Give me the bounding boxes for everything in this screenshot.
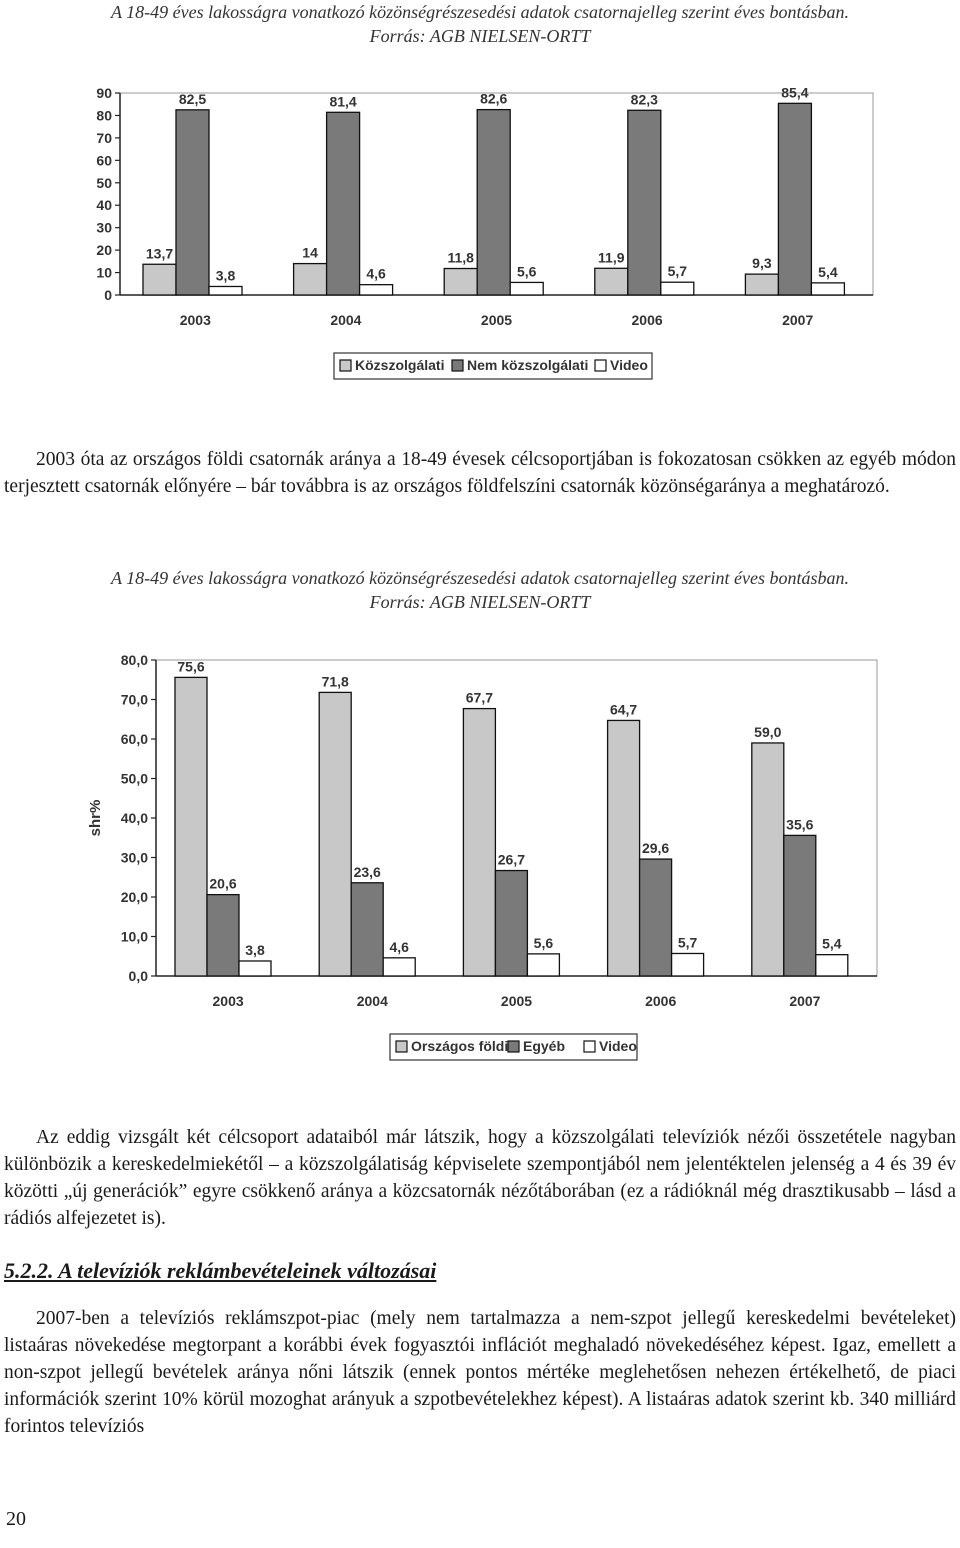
chart2-svg bbox=[0, 640, 960, 1070]
chart1-bar-2 bbox=[477, 110, 510, 295]
chart1-caption-line1: A 18-49 éves lakosságra vonatkozó közönségrészesedési adatok csatornajelleg szerint éves bontásban. bbox=[110, 2, 850, 22]
chart1-data-label: 5,6 bbox=[516, 263, 537, 280]
chart1-caption bbox=[0, 0, 960, 48]
chart1-data-label: 5,7 bbox=[667, 263, 688, 280]
chart2-data-label: 5,6 bbox=[533, 934, 554, 951]
chart2-caption bbox=[0, 566, 960, 614]
chart2-bar-1 bbox=[608, 720, 640, 976]
chart2-legend-label: Video bbox=[599, 1038, 637, 1054]
page-number: 20 bbox=[6, 1508, 26, 1530]
chart2-data-label: 3,8 bbox=[245, 941, 265, 958]
chart2-data-label: 59,0 bbox=[754, 723, 782, 740]
chart2-data-label: 26,7 bbox=[497, 851, 526, 868]
chart1-legend-label: Nem közszolgálati bbox=[467, 357, 589, 373]
chart2-legend-swatch-3 bbox=[584, 1041, 595, 1052]
chart1-y-tick-label: 90 bbox=[96, 85, 112, 101]
chart2-legend-swatch-1 bbox=[396, 1041, 407, 1052]
chart1-y-tick-label: 20 bbox=[96, 242, 112, 259]
section-heading bbox=[4, 1257, 436, 1285]
section-heading-text: 5.2.2. A televíziók reklámbevételeinek változásai bbox=[4, 1258, 437, 1283]
chart2-caption-line1: A 18-49 éves lakosságra vonatkozó közönségrészesedési adatok csatornajelleg szerint éves bontásban. bbox=[110, 568, 850, 588]
chart2 bbox=[0, 640, 960, 1070]
chart1-y-tick-label: 60 bbox=[96, 152, 112, 169]
chart1-legend-swatch-2 bbox=[452, 360, 463, 371]
chart1-data-label: 82,6 bbox=[480, 90, 508, 107]
chart1-svg bbox=[0, 70, 960, 390]
chart2-data-label: 4,6 bbox=[389, 938, 409, 955]
chart2-y-tick-label: 20,0 bbox=[120, 889, 148, 905]
chart2-y-tick-label: 0,0 bbox=[128, 968, 148, 984]
chart1-legend-swatch-1 bbox=[340, 360, 351, 371]
chart2-x-tick-label: 2004 bbox=[356, 993, 388, 1009]
chart1-bar-3 bbox=[360, 285, 393, 295]
chart1-x-tick-label: 2003 bbox=[179, 312, 211, 328]
chart2-data-label: 20,6 bbox=[209, 875, 237, 892]
chart1-bar-2 bbox=[327, 112, 360, 295]
chart1-caption-source: Forrás: AGB NIELSEN-ORTT bbox=[369, 26, 591, 46]
chart2-data-label: 35,6 bbox=[786, 816, 814, 833]
chart1-bar-3 bbox=[661, 282, 694, 295]
chart2-bar-1 bbox=[752, 743, 784, 976]
chart2-x-tick-label: 2006 bbox=[645, 993, 677, 1009]
chart1-y-tick-label: 80 bbox=[96, 107, 112, 124]
chart2-bar-2 bbox=[495, 871, 527, 976]
chart1-bar-1 bbox=[595, 268, 628, 295]
chart2-bar-2 bbox=[207, 895, 239, 976]
chart1-bar-2 bbox=[628, 110, 661, 295]
chart2-bar-2 bbox=[784, 835, 816, 976]
chart1-y-tick-label: 0 bbox=[104, 287, 112, 303]
chart1-data-label: 11,9 bbox=[598, 249, 625, 266]
paragraph-2: Az eddig vizsgált két célcsoport adataiból már látszik, hogy a közszolgálati televíziók nézői összetétele nagyban különbözik a kereskedelmiekétől – a közszolgálatiság képviselete szempontjából nem jelentéktelen jelenség a 4 és 39 év közötti „új generációk” egyre csökkenő aránya a közcsatornák nézőtáborában (ez a rádióknál még drasztikusabb – lásd a rádiós alfejezetet is). bbox=[4, 1127, 956, 1229]
chart2-bar-2 bbox=[351, 883, 383, 976]
chart1-y-tick-label: 50 bbox=[96, 174, 112, 191]
chart2-y-tick-label: 40,0 bbox=[120, 810, 148, 826]
chart2-legend-label: Egyéb bbox=[523, 1038, 566, 1054]
chart2-y-tick-label: 30,0 bbox=[120, 849, 148, 866]
chart1-bar-2 bbox=[176, 110, 209, 295]
chart1-y-tick-label: 10 bbox=[96, 264, 112, 281]
chart2-bar-1 bbox=[319, 692, 351, 976]
chart1-data-label: 5,4 bbox=[818, 263, 838, 280]
chart1-data-label: 14 bbox=[302, 244, 318, 261]
chart2-y-axis-label: shr% bbox=[87, 799, 104, 837]
chart2-legend-label: Országos földi bbox=[411, 1038, 509, 1054]
chart1 bbox=[0, 70, 960, 390]
chart2-y-tick-label: 80,0 bbox=[120, 652, 148, 668]
chart1-data-label: 11,8 bbox=[447, 249, 474, 266]
chart1-bar-1 bbox=[294, 264, 327, 295]
paragraph-1: 2003 óta az országos földi csatornák aránya a 18-49 évesek célcsoportjában is fokozatosan csökken az egyéb módon terjesztett csatornák előnyére – bár továbbra is az országos földfelszíni csatornák közönségaránya a meghatározó. bbox=[4, 449, 956, 497]
chart1-data-label: 85,4 bbox=[781, 84, 809, 101]
chart2-bar-1 bbox=[175, 677, 207, 976]
chart2-legend-swatch-2 bbox=[508, 1041, 519, 1052]
chart1-data-label: 3,8 bbox=[215, 267, 236, 284]
chart1-y-tick-label: 30 bbox=[96, 219, 112, 236]
chart2-bar-1 bbox=[463, 709, 495, 976]
chart2-data-label: 71,8 bbox=[321, 673, 349, 690]
chart1-legend-label: Video bbox=[610, 357, 648, 373]
chart2-data-label: 29,6 bbox=[641, 840, 670, 857]
chart2-y-tick-label: 10,0 bbox=[120, 928, 148, 945]
chart2-y-tick-label: 70,0 bbox=[120, 691, 148, 708]
chart1-data-label: 82,5 bbox=[178, 90, 207, 107]
chart1-bar-1 bbox=[444, 269, 477, 295]
chart1-legend-label: Közszolgálati bbox=[355, 357, 445, 373]
chart1-data-label: 13,7 bbox=[145, 245, 174, 262]
chart1-data-label: 9,3 bbox=[752, 255, 772, 272]
chart1-bar-2 bbox=[778, 103, 811, 295]
chart2-x-tick-label: 2007 bbox=[789, 993, 821, 1009]
chart1-data-label: 82,3 bbox=[630, 91, 658, 108]
chart2-bar-2 bbox=[640, 859, 672, 976]
chart1-x-tick-label: 2005 bbox=[480, 312, 513, 328]
chart1-bar-3 bbox=[209, 286, 242, 295]
chart2-y-tick-label: 50,0 bbox=[120, 770, 148, 787]
chart1-y-tick-label: 70 bbox=[96, 129, 112, 146]
chart1-bar-3 bbox=[811, 283, 844, 295]
chart1-legend-swatch-3 bbox=[595, 360, 606, 371]
chart2-bar-3 bbox=[239, 961, 271, 976]
chart2-bar-3 bbox=[816, 955, 848, 976]
chart1-data-label: 4,6 bbox=[366, 265, 386, 282]
chart1-bar-1 bbox=[745, 274, 778, 295]
chart2-bar-3 bbox=[672, 953, 704, 976]
chart2-x-tick-label: 2005 bbox=[500, 993, 533, 1009]
chart1-x-tick-label: 2006 bbox=[631, 312, 663, 328]
chart1-x-tick-label: 2004 bbox=[330, 312, 362, 328]
chart1-bar-1 bbox=[143, 264, 176, 295]
chart2-y-tick-label: 60,0 bbox=[120, 731, 148, 747]
chart1-bar-3 bbox=[510, 282, 543, 295]
chart1-y-tick-label: 40 bbox=[96, 197, 112, 214]
chart2-caption-source: Forrás: AGB NIELSEN-ORTT bbox=[369, 592, 591, 612]
chart1-x-tick-label: 2007 bbox=[782, 312, 814, 328]
chart2-data-label: 23,6 bbox=[353, 863, 381, 880]
chart1-data-label: 81,4 bbox=[329, 93, 357, 110]
chart2-bar-3 bbox=[527, 954, 559, 976]
chart2-data-label: 67,7 bbox=[465, 689, 494, 706]
chart2-x-tick-label: 2003 bbox=[212, 993, 244, 1009]
chart2-bar-3 bbox=[383, 958, 415, 976]
chart2-data-label: 64,7 bbox=[609, 701, 638, 718]
chart2-data-label: 5,4 bbox=[822, 935, 842, 952]
chart2-data-label: 5,7 bbox=[677, 934, 698, 951]
paragraph-3: 2007-ben a televíziós reklámszpot-piac (mely nem tartalmazza a nem-szpot jellegű kereskedelmi bevételeket) listaáras növekedése megtorpant a korábbi évek fogyasztói inflációt meghaladó növekedéséhez képest. Igaz, emellett a non-szpot jellegű bevételek aránya nőni látszik (ennek pontos mértéke meglehetősen nehezen értékelhető, de piaci információk szerint 10% körül mozoghat arányuk a szpotbevételekhez képest). A listaáras adatok szerint kb. 340 milliárd forintos televíziós bbox=[4, 1308, 956, 1437]
chart2-data-label: 75,6 bbox=[177, 658, 205, 675]
